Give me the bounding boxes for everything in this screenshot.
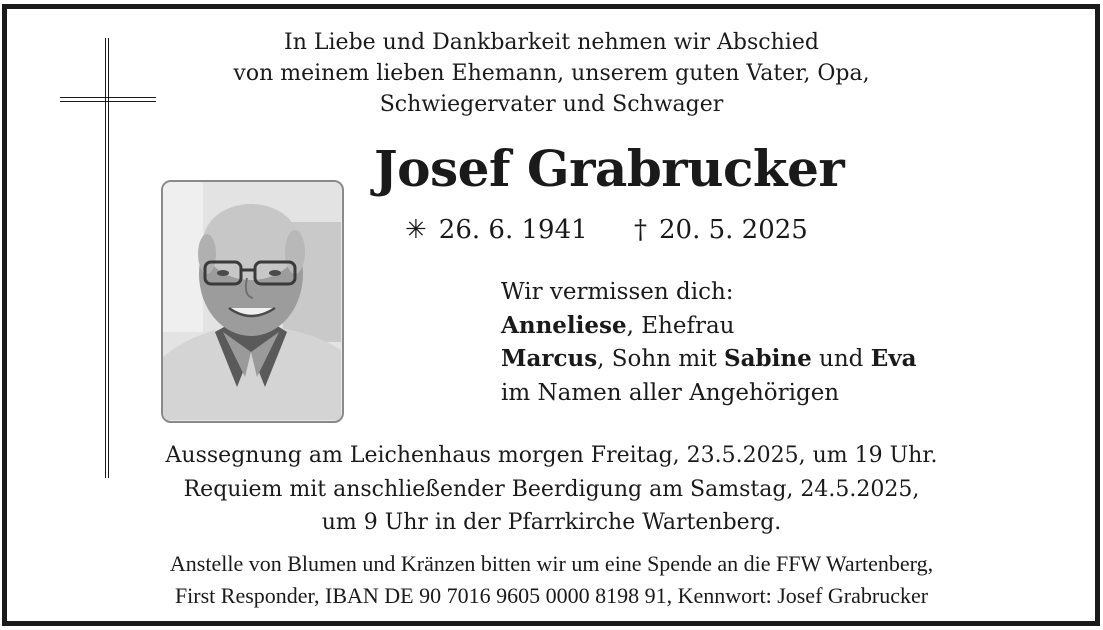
mourners-closing: im Namen aller Angehörigen bbox=[501, 380, 840, 406]
death-date-row bbox=[634, 212, 808, 248]
dagger-icon: † bbox=[634, 215, 647, 245]
mourner-son-relation: , Sohn mit bbox=[597, 346, 725, 372]
mourner-child-name: Eva bbox=[870, 345, 917, 372]
death-date: 20. 5. 2025 bbox=[659, 215, 808, 245]
intro-line-3: Schwiegervater und Schwager bbox=[379, 92, 724, 117]
service-line-1: Aussegnung am Leichenhaus morgen Freitag, 23.5.2025, um 19 Uhr. bbox=[165, 443, 938, 468]
birth-date-row bbox=[405, 212, 588, 248]
mourner-son bbox=[501, 343, 917, 375]
donation-line-2: First Responder, IBAN DE 90 7016 9605 0000 8198 91, Kennwort: Josef Grabrucker bbox=[174, 583, 929, 608]
mourner-and: und bbox=[811, 346, 871, 372]
mourners-heading: Wir vermissen dich: bbox=[501, 279, 734, 305]
intro-line-2: von meinem lieben Ehemann, unserem guten Vater, Opa, bbox=[233, 61, 870, 86]
mourner-son-name: Marcus bbox=[501, 345, 598, 372]
mourner-partner-name: Sabine bbox=[724, 345, 812, 372]
birth-date: 26. 6. 1941 bbox=[438, 215, 588, 245]
donation-line-1: Anstelle von Blumen und Kränzen bitten wir um eine Spende an die FFW Wartenberg, bbox=[169, 551, 934, 576]
asterisk-star-icon: ✳ bbox=[405, 215, 427, 245]
service-line-3: um 9 Uhr in der Pfarrkirche Wartenberg. bbox=[321, 510, 782, 535]
mourner-wife-name: Anneliese bbox=[501, 312, 627, 339]
portrait-photo bbox=[161, 180, 344, 423]
intro-line-1: In Liebe und Dankbarkeit nehmen wir Abschied bbox=[284, 30, 819, 55]
mourner-wife-relation: , Ehefrau bbox=[626, 313, 735, 339]
deceased-name: Josef Grabrucker bbox=[374, 139, 845, 198]
mourner-wife bbox=[501, 310, 735, 342]
service-line-2: Requiem mit anschließender Beerdigung am Samstag, 24.5.2025, bbox=[183, 477, 920, 502]
